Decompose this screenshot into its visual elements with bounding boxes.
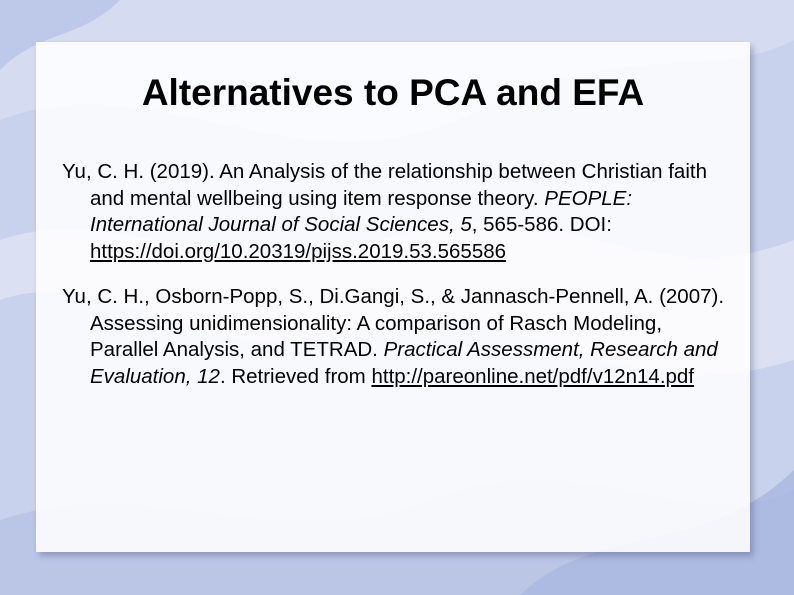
reference-item (62, 284, 732, 390)
doi-link[interactable]: https://doi.org/10.20319/pijss.2019.53.565586 (90, 239, 507, 263)
reference-journal: Practical Assessment, Research and Evaluation, 12 (90, 338, 718, 388)
reference-text: Yu, C. H., Osborn-Popp, S., Di.Gangi, S., & Jannasch-Pennell, A. (2007). Assessing unidimensionality: A comparison of Rasch Modeling, Parallel Analysis, and TETRAD. (62, 285, 725, 361)
reference-item (62, 159, 732, 265)
slide-title: Alternatives to PCA and EFA (141, 72, 645, 113)
reference-text: . Retrieved from (219, 364, 372, 388)
reference-journal: PEOPLE: International Journal of Social Sciences, 5 (90, 186, 633, 236)
reference-text: , 565-586. DOI: (471, 213, 612, 236)
reference-list (62, 159, 732, 409)
pdf-link[interactable]: http://pareonline.net/pdf/v12n14.pdf (371, 364, 695, 388)
reference-text: Yu, C. H. (2019). An Analysis of the relationship between Christian faith and mental wellbeing using item response theory. (62, 160, 707, 210)
